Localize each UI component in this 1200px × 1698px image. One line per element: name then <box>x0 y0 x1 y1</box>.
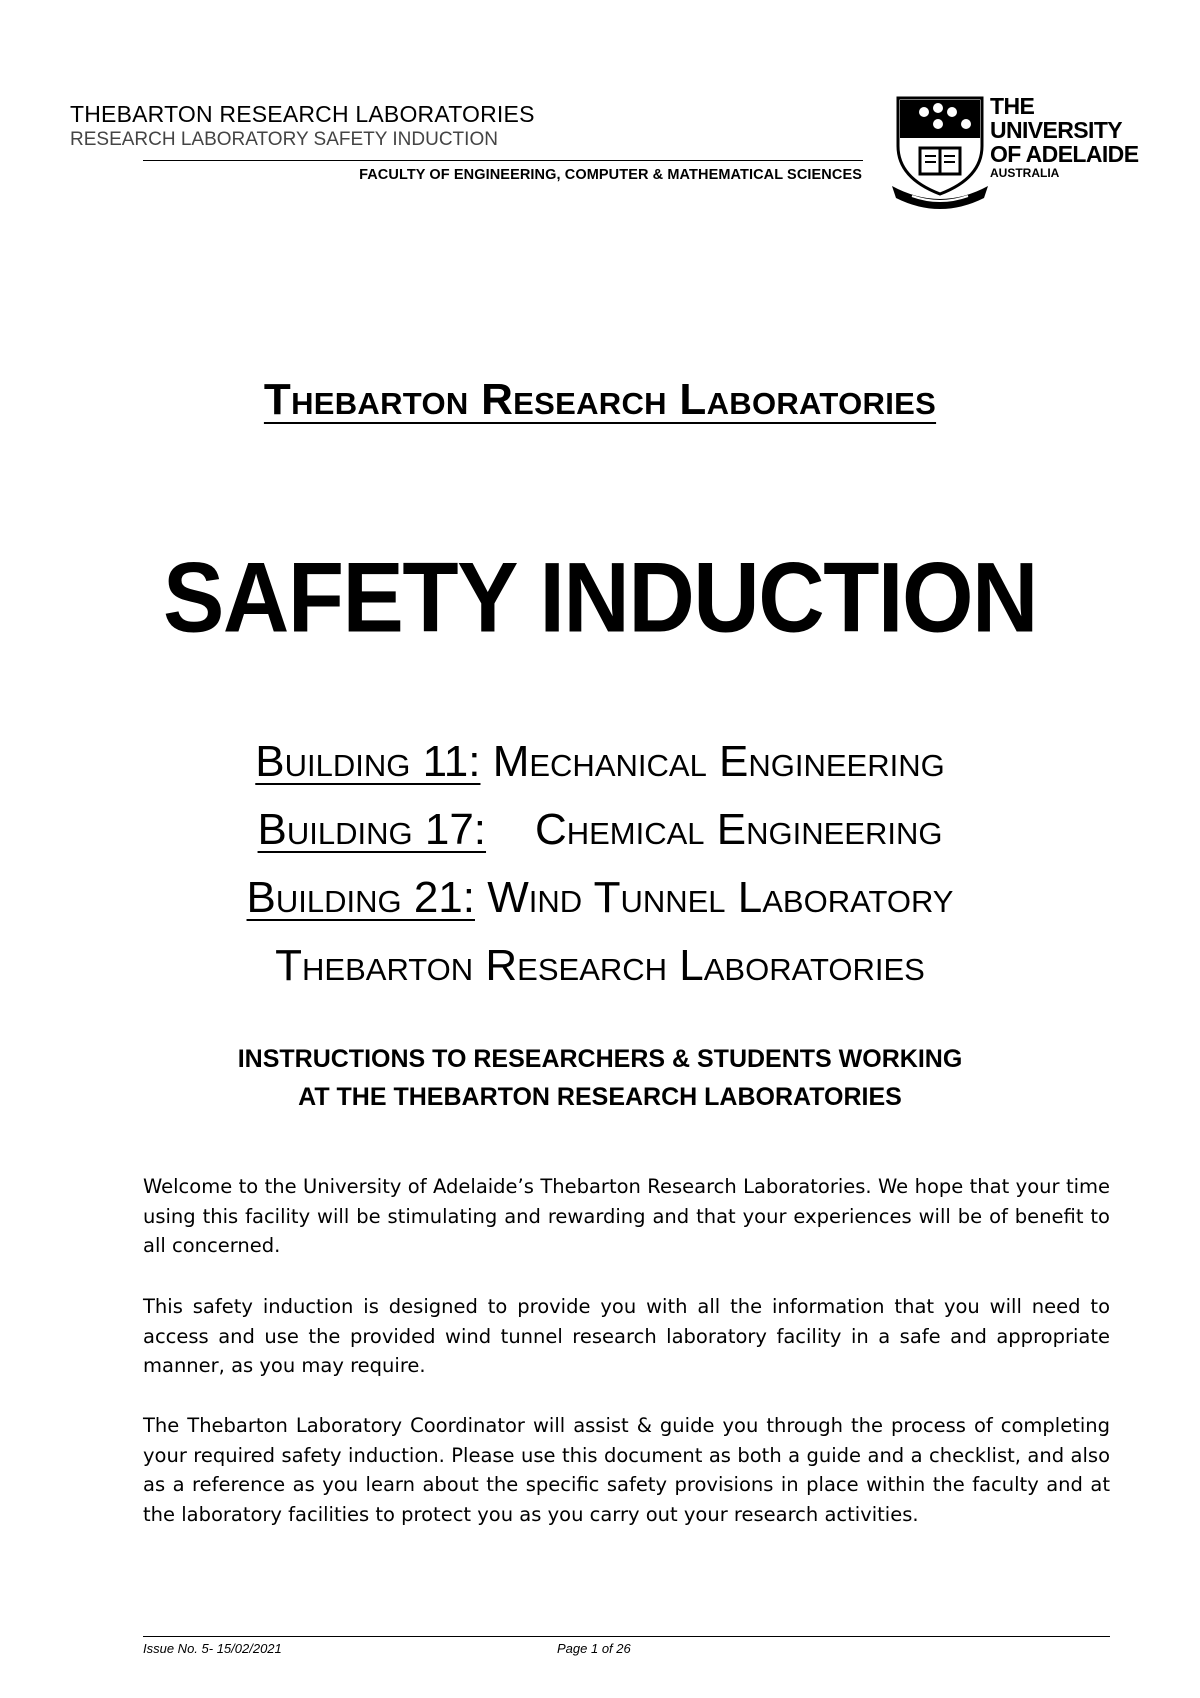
building-line-11 <box>0 728 1200 796</box>
paragraph-welcome: Welcome to the University of Adelaide’s Thebarton Research Laboratories. We hope that your time using this facility will be stimulating and rewarding and that your experiences will be of benefit to all concerned. <box>143 1175 1110 1257</box>
building-number: Building 11: <box>255 737 481 786</box>
logo-line-3: AUSTRALIA <box>990 166 1060 180</box>
header-title: THEBARTON RESEARCH LABORATORIES <box>70 101 535 127</box>
paragraph-coordinator: The Thebarton Laboratory Coordinator will assist & guide you through the process of completing your required safety induction. Please use this document as both a guide and a checklist, and also as a reference as you learn about the specific safety provisions in place within the faculty and at the laboratory facilities to protect you as you carry out your research activities. <box>143 1414 1110 1526</box>
building-number: Building 17: <box>257 805 487 854</box>
header-faculty: FACULTY OF ENGINEERING, COMPUTER & MATHEMATICAL SCIENCES <box>359 167 862 183</box>
building-name: Chemical Engineering <box>534 805 943 854</box>
header-subtitle: RESEARCH LABORATORY SAFETY INDUCTION <box>70 129 498 150</box>
main-title: SAFETY INDUCTION <box>163 542 1037 654</box>
instructions-line-2: AT THE THEBARTON RESEARCH LABORATORIES <box>298 1083 902 1111</box>
building-name: Wind Tunnel Laboratory <box>487 873 954 922</box>
building-name: Mechanical Engineering <box>492 737 945 786</box>
building-number: Building 21: <box>246 873 475 922</box>
building-line-17 <box>0 796 1200 864</box>
logo-line-1: THE UNIVERSITY <box>990 93 1123 143</box>
paragraph-purpose: This safety induction is designed to provide you with all the information that you will need to access and use the provided wind tunnel research laboratory facility in a safe and appropriate manner, as you may require. <box>143 1295 1110 1377</box>
instructions-line-1: INSTRUCTIONS TO RESEARCHERS & STUDENTS WORKING <box>237 1045 963 1073</box>
header-text <box>70 100 860 152</box>
document-title-text: Thebarton Research Laboratories <box>263 375 937 424</box>
header-divider <box>143 160 863 161</box>
crest-icon <box>890 94 990 214</box>
logo-wordmark <box>990 94 1170 180</box>
footer-issue: Issue No. 5- 15/02/2021 <box>143 1641 282 1656</box>
document-title <box>0 375 1200 425</box>
university-logo <box>890 94 1170 214</box>
logo-line-2: OF ADELAIDE <box>990 141 1139 167</box>
buildings-footer: Thebarton Research Laboratories <box>275 941 925 990</box>
footer-divider <box>143 1636 1110 1637</box>
instructions-heading <box>0 1040 1200 1116</box>
building-line-21 <box>0 864 1200 932</box>
footer-page-number: Page 1 of 26 <box>557 1641 631 1656</box>
buildings-list <box>0 728 1200 1000</box>
